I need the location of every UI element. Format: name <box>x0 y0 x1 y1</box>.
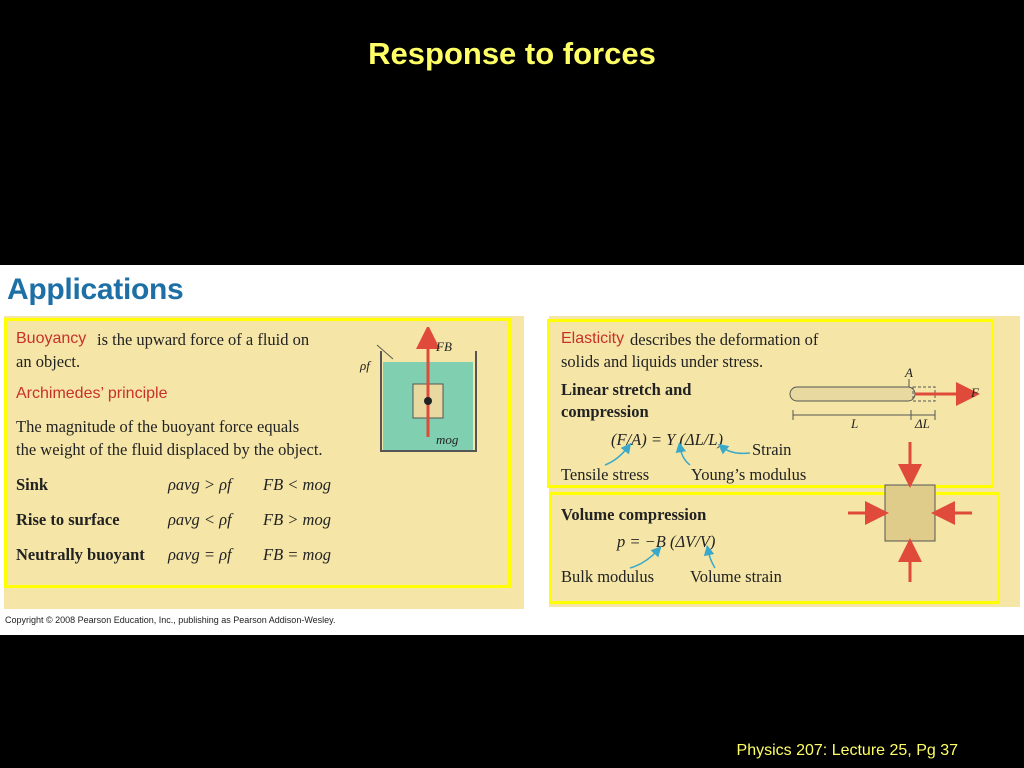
row-neutral-density: ρavg = ρf <box>168 545 232 564</box>
buoyancy-definition-line1: is the upward force of a fluid on <box>97 330 310 349</box>
youngs-equation: (F/A) = Y (ΔL/L) <box>611 430 724 449</box>
row-neutral-label: Neutrally buoyant <box>16 545 145 564</box>
volume-compression-heading: Volume compression <box>561 505 707 524</box>
volume-callout-arrows <box>600 540 730 575</box>
rod-length-label: L <box>851 416 859 431</box>
youngs-modulus-label: Young’s modulus <box>691 465 807 484</box>
diagram-rho-label: ρf <box>360 358 370 373</box>
elasticity-term: Elasticity <box>561 330 625 347</box>
strain-label: Strain <box>752 440 792 459</box>
archimedes-principle-heading: Archimedes’ principle <box>16 385 168 402</box>
diagram-weight-label: mog <box>436 432 459 447</box>
row-rise-label: Rise to surface <box>16 510 120 529</box>
bulk-modulus-label: Bulk modulus <box>561 567 655 586</box>
rho-leader-line <box>377 345 393 359</box>
row-sink-force: FB < mog <box>263 475 331 494</box>
rod-force-label: F <box>971 385 979 400</box>
vstrain-callout-arrow <box>708 550 715 568</box>
diagram-force-up-label: FB <box>436 339 452 354</box>
rod-area-label: A <box>905 365 913 380</box>
slide-footer: Physics 207: Lecture 25, Pg 37 <box>736 742 958 759</box>
center-dot <box>424 397 432 405</box>
bulk-equation: p = −B (ΔV/V) <box>617 532 716 551</box>
principle-line2: the weight of the fluid displaced by the object. <box>16 440 323 459</box>
bulk-callout-arrow <box>630 550 658 568</box>
rod-delta-label: ΔL <box>915 416 930 431</box>
tensile-stress-label: Tensile stress <box>561 465 650 484</box>
slide-title: Response to forces <box>368 36 656 71</box>
compressed-cube <box>885 485 935 541</box>
row-neutral-force: FB = mog <box>263 545 331 564</box>
linear-heading-line1: Linear stretch and <box>561 380 692 399</box>
row-sink-label: Sink <box>16 475 49 494</box>
modulus-callout-arrow <box>680 447 690 465</box>
elasticity-definition-line1: describes the deformation of <box>630 330 819 349</box>
row-sink-density: ρavg > ρf <box>168 475 232 494</box>
compression-diagram <box>840 440 980 585</box>
copyright-notice: Copyright © 2008 Pearson Education, Inc., publishing as Pearson Addison-Wesley. <box>5 615 336 625</box>
tensile-callout-arrow <box>605 447 628 465</box>
principle-line1: The magnitude of the buoyant force equals <box>16 417 300 436</box>
rod-body <box>790 387 915 401</box>
row-rise-force: FB > mog <box>263 510 331 529</box>
buoyancy-diagram <box>355 327 485 457</box>
rod-diagram <box>785 365 995 435</box>
row-rise-density: ρavg < ρf <box>168 510 232 529</box>
buoyancy-definition-line2: an object. <box>16 352 81 371</box>
buoyancy-term: Buoyancy <box>16 330 87 347</box>
linear-heading-line2: compression <box>561 402 649 421</box>
elasticity-callout-arrows <box>560 425 800 475</box>
applications-heading: Applications <box>7 273 184 306</box>
textbook-figure <box>0 265 1024 635</box>
volume-strain-label: Volume strain <box>690 567 782 586</box>
elasticity-definition-line2: solids and liquids under stress. <box>561 352 764 371</box>
strain-callout-arrow <box>722 447 750 453</box>
